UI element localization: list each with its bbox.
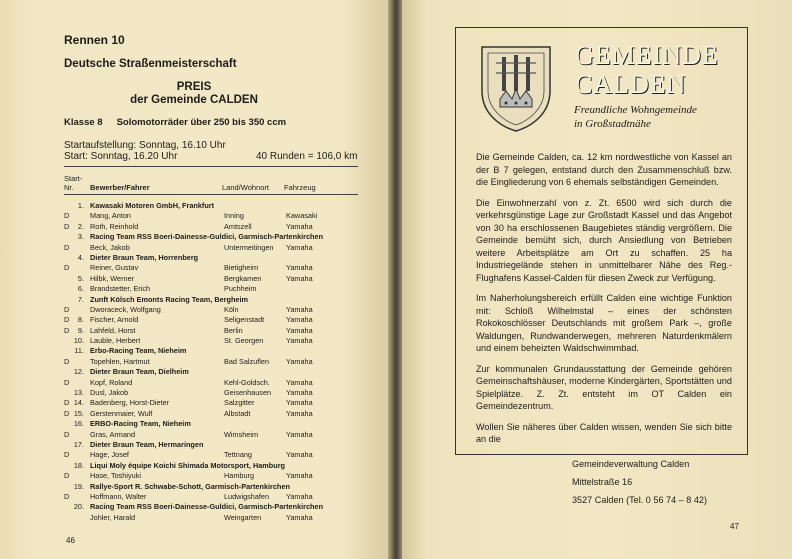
start-number: 4. [77, 252, 84, 262]
rider-row [64, 222, 364, 232]
entrant-name: Gerstenmaier, Wulf [90, 408, 153, 418]
start-number: 19. [73, 481, 84, 491]
start-number: 1. [77, 201, 84, 210]
start-time: Start: Sonntag, 16.20 Uhr [64, 151, 178, 162]
motorcycle-make: Yamaha [286, 429, 313, 439]
rider-row [64, 398, 364, 408]
page-number-right: 47 [730, 522, 739, 531]
hometown: Geisenhausen [224, 388, 272, 398]
contact-address [572, 455, 707, 509]
setup-time: Startaufstellung: Sonntag, 16.10 Uhr [64, 140, 226, 151]
hometown: Amtszell [224, 221, 252, 231]
start-number: 20. [73, 502, 84, 512]
start-number: 10. [73, 336, 84, 346]
rider-row [64, 388, 364, 398]
calden-coat-of-arms-icon [478, 43, 554, 133]
championship-title: Deutsche Straßenmeisterschaft [64, 58, 237, 70]
title-line-1: GEMEINDE [574, 40, 718, 69]
entrant-name: Roth, Reinhold [90, 221, 139, 231]
prize-line-2: der Gemeinde CALDEN [130, 94, 258, 106]
entrant-name: Kawasaki Motoren GmbH, Frankfurt [90, 201, 215, 210]
country-code: D [64, 263, 70, 273]
rider-row [64, 409, 364, 419]
paragraph: Die Gemeinde Calden, ca. 12 km nordwestliche von Kassel an der B 7 gelegen, entstand durch den Zusammenschluß bzw. die Eingliederung von 6 ehemals selbständigen Gemeinden. [476, 152, 732, 187]
entrant-name: Topehlen, Hartmut [90, 356, 150, 366]
entrant-name: Dusl, Jakob [90, 388, 129, 398]
entry-list [64, 201, 364, 523]
title-line-2: CALDEN [574, 69, 686, 98]
motorcycle-make: Yamaha [286, 388, 313, 398]
entrant-name: Brandstetter, Erich [90, 284, 151, 294]
country-code: D [64, 429, 70, 439]
entrant-name: Lahfeld, Horst [90, 325, 136, 335]
paragraph: Zur kommunalen Grundausstattung der Gemeinde gehören Gemeinschaftshäuser, moderne Kindergärten, Sportstätten und Spielplätze. Z. Zt. entsteht im OT Calden ein Gemeindezentrum. [476, 363, 732, 411]
entrant-name: Dieter Braun Team, Hermaringen [90, 439, 204, 449]
class-description: Solomotorräder über 250 bis 350 ccm [116, 117, 287, 128]
motorcycle-make: Yamaha [286, 450, 313, 460]
entrant-name: Dieter Braun Team, Horrenberg [90, 252, 199, 262]
municipality-title [574, 40, 718, 98]
hometown: Salzgitter [224, 398, 255, 408]
hometown: Bad Salzuflen [224, 356, 270, 366]
paragraph: Im Naherholungsbereich erfüllt Calden eine wichtige Funktion mit: Schloß Wilhelmstal – eines der schönsten Rokokoschlösser Deutschlands mit großem Park –, große Waldungen, Rundwanderwegen, mehreren Naturdenkmälern und einem beheizten Waldschwimmbad. [476, 293, 732, 353]
country-code: D [64, 408, 70, 418]
col-start-number: Start- Nr. [64, 174, 83, 192]
entrant-name: Rallye-Sport R. Schwabe-Schott, Garmisch-Partenkirchen [90, 481, 290, 491]
divider [64, 166, 358, 167]
entrant-name: Dieter Braun Team, Dielheim [90, 367, 189, 377]
start-number: 2. [77, 221, 84, 231]
motorcycle-make: Yamaha [286, 263, 313, 273]
team-row [64, 253, 364, 263]
start-number: 15. [73, 408, 84, 418]
address-line-3: 3527 Calden (Tel. 0 56 74 – 8 42) [572, 495, 707, 505]
page-number-left: 46 [66, 536, 75, 545]
prize-heading [64, 81, 324, 107]
start-number: 5. [77, 273, 84, 283]
team-row [64, 367, 364, 377]
entrant-name: Hase, Toshiyuki [90, 471, 141, 481]
start-number: 12. [73, 367, 84, 377]
motorcycle-make: Yamaha [286, 398, 313, 408]
hometown: Seligenstadt [224, 315, 265, 325]
hometown: Albstadt [224, 408, 251, 418]
race-number: Rennen 10 [64, 33, 125, 47]
country-code: D [64, 211, 70, 221]
start-number: 18. [73, 460, 84, 470]
start-number: 17. [73, 439, 84, 449]
country-code: D [64, 304, 70, 314]
country-code: D [64, 325, 70, 335]
entrant-name: Gras, Armand [90, 429, 136, 439]
motorcycle-make: Yamaha [286, 242, 313, 252]
country-code: D [64, 398, 70, 408]
country-code: D [64, 315, 70, 325]
rider-row [64, 336, 364, 346]
hometown: Inning [224, 211, 244, 221]
motorcycle-make: Yamaha [286, 315, 313, 325]
start-number: 14. [73, 398, 84, 408]
tagline-line-2: in Großstadtnähe [574, 118, 651, 130]
race-distance: 40 Runden = 106,0 km [256, 151, 358, 162]
hometown: Tettnang [224, 450, 252, 460]
motorcycle-make: Yamaha [286, 512, 313, 522]
paragraph: Wollen Sie näheres über Calden wissen, wenden Sie sich bitte an die [476, 421, 732, 444]
motorcycle-make: Kawasaki [286, 211, 318, 221]
entrant-name: Dworaceck, Wolfgang [90, 304, 161, 314]
col-rider [90, 183, 150, 192]
rider-row [64, 315, 364, 325]
paragraph: Die Einwohnerzahl von z. Zt. 6500 wird sich durch die verkehrsgünstige Lage zur Großstadt Kassel und das Angebot von 30 ha erschlossenen Baugebietes ständig vergrößern. Die Gemeinde bemüht sich, durch Ansiedlung von Betrieben weitere Arbeitsplätze am Ort zu schaffen. 25 ha Industriegelände stehen in unmittelbarer Nähe des Reg.-Flughafens Kassel-Calden für diesen Zweck zur Verfügung. [476, 197, 732, 283]
team-row [64, 346, 364, 356]
team-row [64, 232, 364, 242]
country-code: D [64, 450, 70, 460]
entrant-name: Hage, Josef [90, 450, 129, 460]
hometown: St. Georgen [224, 336, 264, 346]
motorcycle-make: Yamaha [286, 408, 313, 418]
tagline [574, 103, 697, 131]
hometown: Bergkamen [224, 273, 262, 283]
rider-row [64, 513, 364, 523]
rider-row [64, 357, 364, 367]
col-bike: Fahrzeug [284, 183, 316, 192]
start-number: 16. [73, 419, 84, 429]
rider-row [64, 274, 364, 284]
entrant-name: Racing Team RSS Boeri-Dainesse-Guldici, Garmisch-Partenkirchen [90, 502, 324, 512]
start-number: 13. [73, 388, 84, 398]
rider-row [64, 492, 364, 502]
start-number: 7. [77, 294, 84, 304]
entrant-name: Liqui Moly équipe Koichi Shimada Motorsport, Hamburg [90, 460, 285, 470]
col-rider-label: Bewerber/Fahrer [90, 183, 150, 192]
hometown: Wimsheim [224, 429, 259, 439]
motorcycle-make: Yamaha [286, 471, 313, 481]
rider-row [64, 430, 364, 440]
motorcycle-make: Yamaha [286, 491, 313, 501]
hometown: Hamburg [224, 471, 255, 481]
motorcycle-make: Yamaha [286, 325, 313, 335]
rider-row [64, 211, 364, 221]
team-row [64, 419, 364, 429]
hometown: Ludwigshafen [224, 491, 270, 501]
rider-row [64, 378, 364, 388]
country-code: D [64, 491, 70, 501]
entrant-name: Fischer, Arnold [90, 315, 139, 325]
start-number: 6. [77, 284, 84, 294]
start-times [64, 140, 226, 162]
hometown: Puchheim [224, 284, 257, 294]
country-code: D [64, 356, 70, 366]
entrant-name: Badenberg, Horst-Dieter [90, 398, 170, 408]
entrant-name: Johler, Harald [90, 512, 136, 522]
prize-line-1: PREIS [176, 81, 212, 93]
country-code: D [64, 471, 70, 481]
team-row [64, 461, 364, 471]
hometown: Weingarten [224, 512, 262, 522]
col-place: Land/Wohnort [222, 183, 269, 192]
address-line-2: Mittelstraße 16 [572, 477, 633, 487]
hometown: Untermeitingen [224, 242, 274, 252]
motorcycle-make: Yamaha [286, 304, 313, 314]
rider-row [64, 305, 364, 315]
motorcycle-make: Yamaha [286, 221, 313, 231]
entrant-name: Kopf, Roland [90, 377, 133, 387]
entrant-name: ERBO-Racing Team, Nieheim [90, 419, 191, 429]
start-number: 9. [77, 325, 84, 335]
rider-row [64, 450, 364, 460]
team-row [64, 295, 364, 305]
country-code: D [64, 242, 70, 252]
hometown: Köln [224, 304, 239, 314]
rider-row [64, 471, 364, 481]
motorcycle-make: Yamaha [286, 336, 313, 346]
rider-row [64, 326, 364, 336]
motorcycle-make: Yamaha [286, 356, 313, 366]
country-code: D [64, 377, 70, 387]
country-code: D [64, 221, 70, 231]
entrant-name: Zunft Kölsch Emonts Racing Team, Bergheim [90, 294, 248, 304]
left-page [0, 0, 390, 559]
rider-row [64, 243, 364, 253]
tagline-line-1: Freundliche Wohngemeinde [574, 104, 697, 116]
municipality-description [476, 151, 732, 454]
team-row [64, 201, 364, 211]
class-line [64, 117, 286, 128]
motorcycle-make: Yamaha [286, 377, 313, 387]
entrant-name: Lauble, Herbert [90, 336, 141, 346]
address-line-1: Gemeindeverwaltung Calden [572, 459, 690, 469]
entrant-name: Hilbk, Werner [90, 273, 135, 283]
entrant-name: Erbo-Racing Team, Nieheim [90, 346, 187, 356]
team-row [64, 502, 364, 512]
entrant-name: Beck, Jakob [90, 242, 130, 252]
rider-row [64, 263, 364, 273]
divider [64, 194, 358, 195]
class-label: Klasse 8 [64, 117, 103, 128]
start-number: 11. [74, 346, 84, 356]
rider-row [64, 284, 364, 294]
start-number: 3. [77, 232, 84, 242]
start-number: 8. [77, 315, 84, 325]
hometown: Berlin [224, 325, 243, 335]
motorcycle-make: Yamaha [286, 273, 313, 283]
entrant-name: Reiner, Gustav [90, 263, 139, 273]
entrant-name: Mang, Anton [90, 211, 131, 221]
entrant-name: Racing Team RSS Boeri-Dainesse-Guldici, Garmisch-Partenkirchen [90, 232, 324, 242]
entrant-name: Hoffmann, Walter [90, 491, 147, 501]
hometown: Bietigheim [224, 263, 259, 273]
team-row [64, 440, 364, 450]
hometown: Kehl-Goldsch. [224, 377, 270, 387]
team-row [64, 482, 364, 492]
